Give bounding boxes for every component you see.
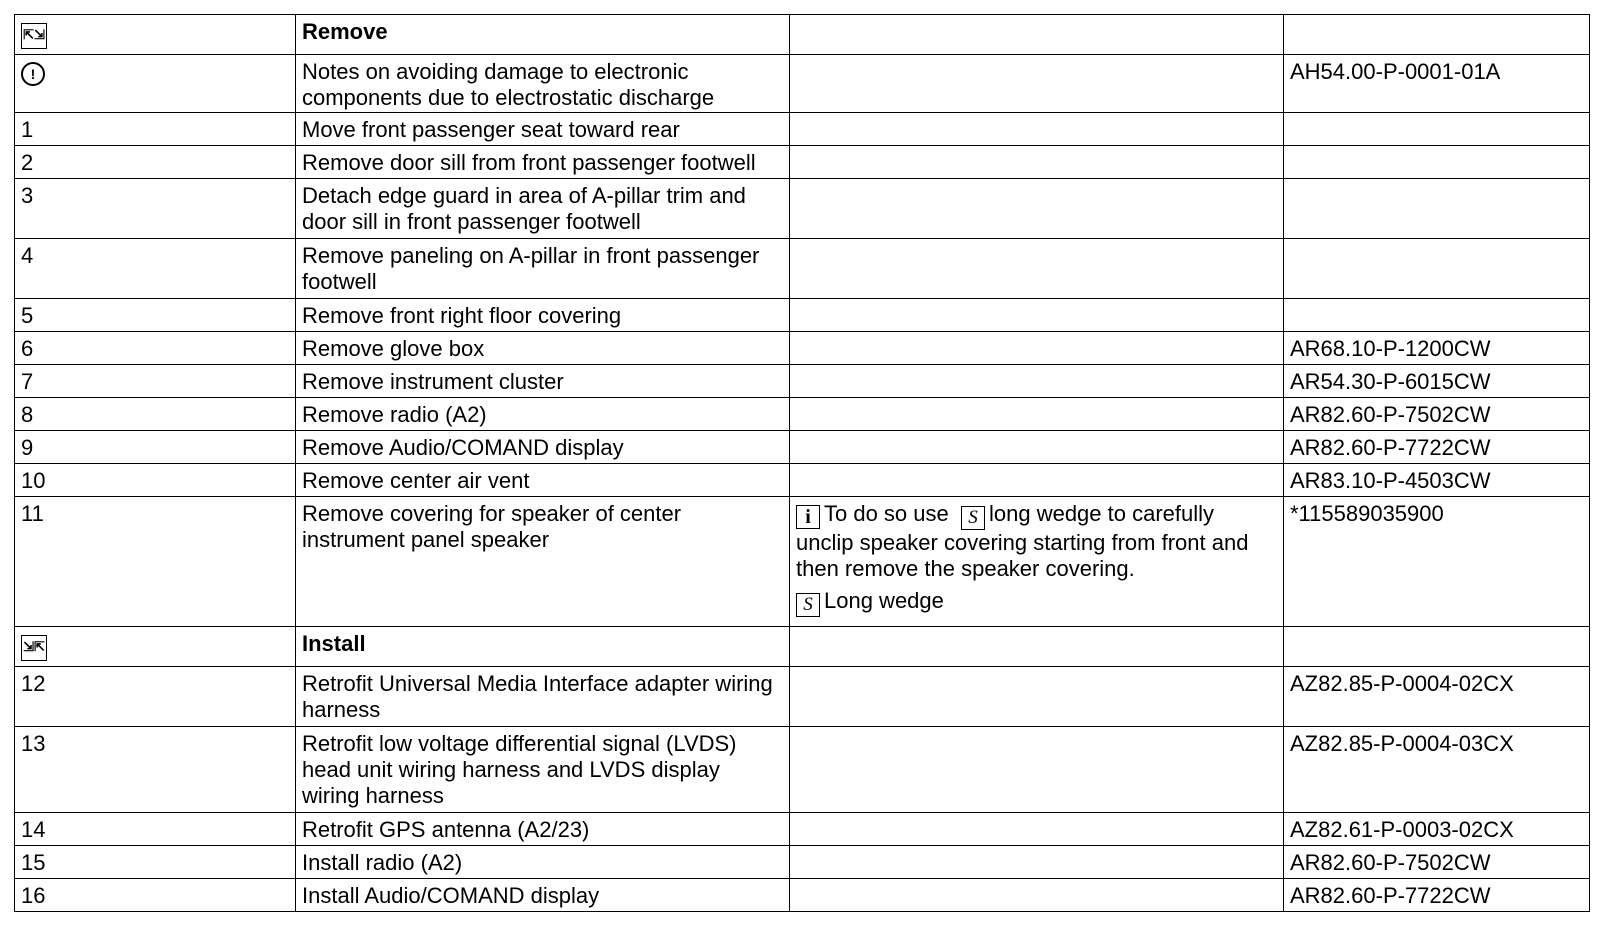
note-cell bbox=[790, 727, 1284, 813]
step-ref[interactable]: AR54.30-P-6015CW bbox=[1284, 365, 1590, 398]
esd-note-ref[interactable]: AH54.00-P-0001-01A bbox=[1284, 55, 1590, 113]
note-cell bbox=[790, 299, 1284, 332]
note-cell bbox=[790, 113, 1284, 146]
note-cell bbox=[790, 398, 1284, 431]
step-number: 10 bbox=[15, 464, 296, 497]
step-text: Remove front right floor covering bbox=[296, 299, 790, 332]
step-ref bbox=[1284, 299, 1590, 332]
step-number: 13 bbox=[15, 727, 296, 813]
table-row bbox=[15, 431, 1590, 464]
step-number: 8 bbox=[15, 398, 296, 431]
step-ref bbox=[1284, 113, 1590, 146]
step-number: 16 bbox=[15, 879, 296, 912]
step-number: 12 bbox=[15, 667, 296, 727]
note-cell bbox=[790, 431, 1284, 464]
step-number: 2 bbox=[15, 146, 296, 179]
table-row bbox=[15, 365, 1590, 398]
step-ref[interactable]: AR82.60-P-7722CW bbox=[1284, 431, 1590, 464]
note-cell bbox=[790, 332, 1284, 365]
note-cell bbox=[790, 813, 1284, 846]
step-number: 4 bbox=[15, 239, 296, 299]
step-ref[interactable]: AZ82.61-P-0003-02CX bbox=[1284, 813, 1590, 846]
step-ref[interactable]: AR82.60-P-7722CW bbox=[1284, 879, 1590, 912]
table-row bbox=[15, 146, 1590, 179]
note-cell bbox=[790, 365, 1284, 398]
step-number: 15 bbox=[15, 846, 296, 879]
special-tool-icon: S bbox=[961, 506, 985, 530]
table-row bbox=[15, 398, 1590, 431]
table-row bbox=[15, 667, 1590, 727]
step-text: Detach edge guard in area of A-pillar trim and door sill in front passenger footwell bbox=[296, 179, 790, 239]
tool-line bbox=[796, 588, 1277, 617]
note-cell bbox=[790, 879, 1284, 912]
table-row bbox=[15, 179, 1590, 239]
table-row bbox=[15, 879, 1590, 912]
tool-label: Long wedge bbox=[824, 588, 944, 613]
note-cell bbox=[790, 667, 1284, 727]
step-ref[interactable]: AZ82.85-P-0004-02CX bbox=[1284, 667, 1590, 727]
step-text: Remove instrument cluster bbox=[296, 365, 790, 398]
install-collapse-icon: ⇲⇱ bbox=[21, 635, 47, 661]
step-ref bbox=[1284, 146, 1590, 179]
table-row bbox=[15, 813, 1590, 846]
info-note bbox=[796, 501, 1277, 582]
step-number: 14 bbox=[15, 813, 296, 846]
step-number: 7 bbox=[15, 365, 296, 398]
special-tool-icon: S bbox=[796, 593, 820, 617]
table-row bbox=[15, 113, 1590, 146]
table-row bbox=[15, 727, 1590, 813]
step-ref[interactable]: AR68.10-P-1200CW bbox=[1284, 332, 1590, 365]
note-rest: long wedge to carefully unclip speaker covering starting from front and then remove the speaker covering. bbox=[796, 501, 1249, 581]
step-number: 9 bbox=[15, 431, 296, 464]
table-row bbox=[15, 464, 1590, 497]
remove-expand-icon: ⇱⇲ bbox=[21, 23, 47, 49]
note-prefix: To do so use bbox=[824, 501, 949, 526]
esd-icon-cell bbox=[15, 55, 296, 113]
step-text: Retrofit Universal Media Interface adapter wiring harness bbox=[296, 667, 790, 727]
step-ref bbox=[1284, 179, 1590, 239]
step-ref[interactable]: AR83.10-P-4503CW bbox=[1284, 464, 1590, 497]
remove-icon-cell bbox=[15, 15, 296, 55]
note-cell bbox=[790, 239, 1284, 299]
step-ref[interactable]: AR82.60-P-7502CW bbox=[1284, 846, 1590, 879]
step-number: 5 bbox=[15, 299, 296, 332]
step-text: Remove glove box bbox=[296, 332, 790, 365]
step-11-row bbox=[15, 497, 1590, 627]
step-text: Remove covering for speaker of center instrument panel speaker bbox=[296, 497, 790, 627]
esd-note-text: Notes on avoiding damage to electronic components due to electrostatic discharge bbox=[296, 55, 790, 113]
esd-warning-icon: ! bbox=[21, 62, 45, 86]
note-cell bbox=[790, 627, 1284, 667]
table-row bbox=[15, 332, 1590, 365]
step-text: Remove Audio/COMAND display bbox=[296, 431, 790, 464]
info-icon: i bbox=[796, 505, 820, 529]
table-row bbox=[15, 239, 1590, 299]
note-cell bbox=[790, 15, 1284, 55]
step-number: 3 bbox=[15, 179, 296, 239]
step-text: Remove center air vent bbox=[296, 464, 790, 497]
step-text: Remove door sill from front passenger footwell bbox=[296, 146, 790, 179]
step-11-note bbox=[790, 497, 1284, 627]
step-ref bbox=[1284, 239, 1590, 299]
note-cell bbox=[790, 179, 1284, 239]
ref-cell bbox=[1284, 15, 1590, 55]
table-row bbox=[15, 846, 1590, 879]
step-text: Retrofit low voltage differential signal (LVDS) head unit wiring harness and LVDS display wiring harness bbox=[296, 727, 790, 813]
note-cell bbox=[790, 464, 1284, 497]
install-header-row bbox=[15, 627, 1590, 667]
table-row bbox=[15, 299, 1590, 332]
ref-cell bbox=[1284, 627, 1590, 667]
step-text: Remove paneling on A-pillar in front passenger footwell bbox=[296, 239, 790, 299]
procedure-table bbox=[14, 14, 1590, 912]
step-ref[interactable]: AZ82.85-P-0004-03CX bbox=[1284, 727, 1590, 813]
step-number: 1 bbox=[15, 113, 296, 146]
install-icon-cell bbox=[15, 627, 296, 667]
step-number: 11 bbox=[15, 497, 296, 627]
note-cell bbox=[790, 846, 1284, 879]
step-text: Install Audio/COMAND display bbox=[296, 879, 790, 912]
esd-note-row bbox=[15, 55, 1590, 113]
tool-part-number: *115589035900 bbox=[1284, 497, 1590, 627]
remove-header-row bbox=[15, 15, 1590, 55]
step-text: Retrofit GPS antenna (A2/23) bbox=[296, 813, 790, 846]
step-text: Install radio (A2) bbox=[296, 846, 790, 879]
step-number: 6 bbox=[15, 332, 296, 365]
step-text: Move front passenger seat toward rear bbox=[296, 113, 790, 146]
step-ref[interactable]: AR82.60-P-7502CW bbox=[1284, 398, 1590, 431]
remove-header-label: Remove bbox=[296, 15, 790, 55]
note-cell bbox=[790, 55, 1284, 113]
note-cell bbox=[790, 146, 1284, 179]
step-text: Remove radio (A2) bbox=[296, 398, 790, 431]
install-header-label: Install bbox=[296, 627, 790, 667]
